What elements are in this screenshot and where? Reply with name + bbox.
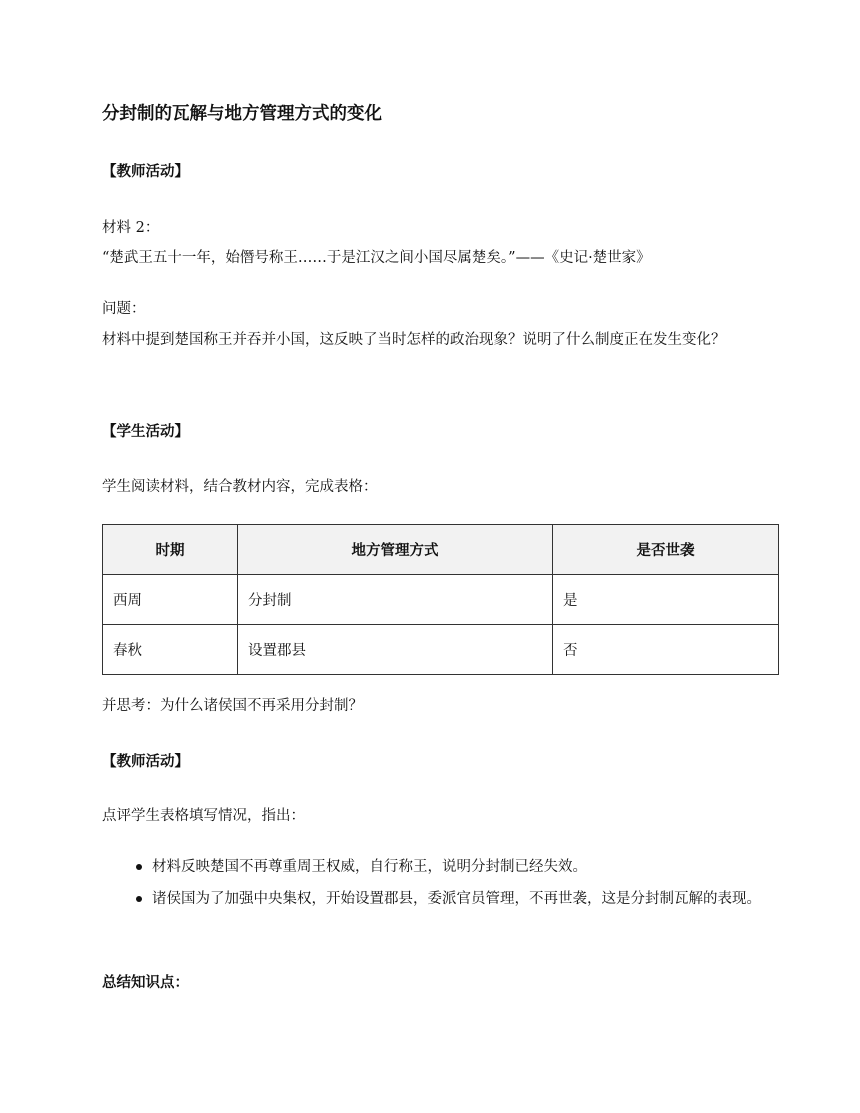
student-instruction: 学生阅读材料，结合教材内容，完成表格： — [102, 479, 378, 495]
table-cell: 分封制 — [238, 575, 553, 625]
think-question: 并思考：为什么诸侯国不再采用分封制？ — [102, 698, 363, 714]
table-cell: 西周 — [103, 575, 238, 625]
list-item-text: 诸侯国为了加强中央集权，开始设置郡县，委派官员管理，不再世袭，这是分封制瓦解的表现。 — [152, 891, 761, 907]
list-item-text: 材料反映楚国不再尊重周王权威，自行称王，说明分封制已经失效。 — [152, 859, 587, 875]
comparison-table — [102, 524, 779, 675]
question-text: 材料中提到楚国称王并吞并小国，这反映了当时怎样的政治现象？说明了什么制度正在发生变化？ — [102, 332, 726, 348]
material-label: 材料 2： — [102, 220, 160, 236]
table-header-cell: 时期 — [103, 525, 238, 575]
list-item — [102, 884, 778, 914]
bullet-dot-icon — [136, 864, 142, 870]
table-cell: 是 — [553, 575, 779, 625]
key-points-list — [102, 852, 778, 916]
summary-heading: 总结知识点： — [102, 975, 189, 991]
list-item — [102, 852, 778, 882]
table-row — [103, 625, 779, 675]
table-cell: 设置郡县 — [238, 625, 553, 675]
page-title: 分封制的瓦解与地方管理方式的变化 — [102, 104, 382, 124]
table-row — [103, 575, 779, 625]
teacher-activity-heading-2: 【教师活动】 — [102, 754, 189, 770]
teacher-intro: 点评学生表格填写情况，指出： — [102, 808, 305, 824]
table-header-cell: 地方管理方式 — [238, 525, 553, 575]
teacher-activity-heading: 【教师活动】 — [102, 164, 189, 180]
question-label: 问题： — [102, 301, 146, 317]
table-cell: 否 — [553, 625, 779, 675]
student-activity-heading: 【学生活动】 — [102, 424, 189, 440]
material-quote: “楚武王五十一年，始僭号称王……于是江汉之间小国尽属楚矣。”——《史记·楚世家》 — [102, 250, 651, 266]
table-header-row — [103, 525, 779, 575]
bullet-dot-icon — [136, 896, 142, 902]
table-cell: 春秋 — [103, 625, 238, 675]
table-header-cell: 是否世袭 — [553, 525, 779, 575]
